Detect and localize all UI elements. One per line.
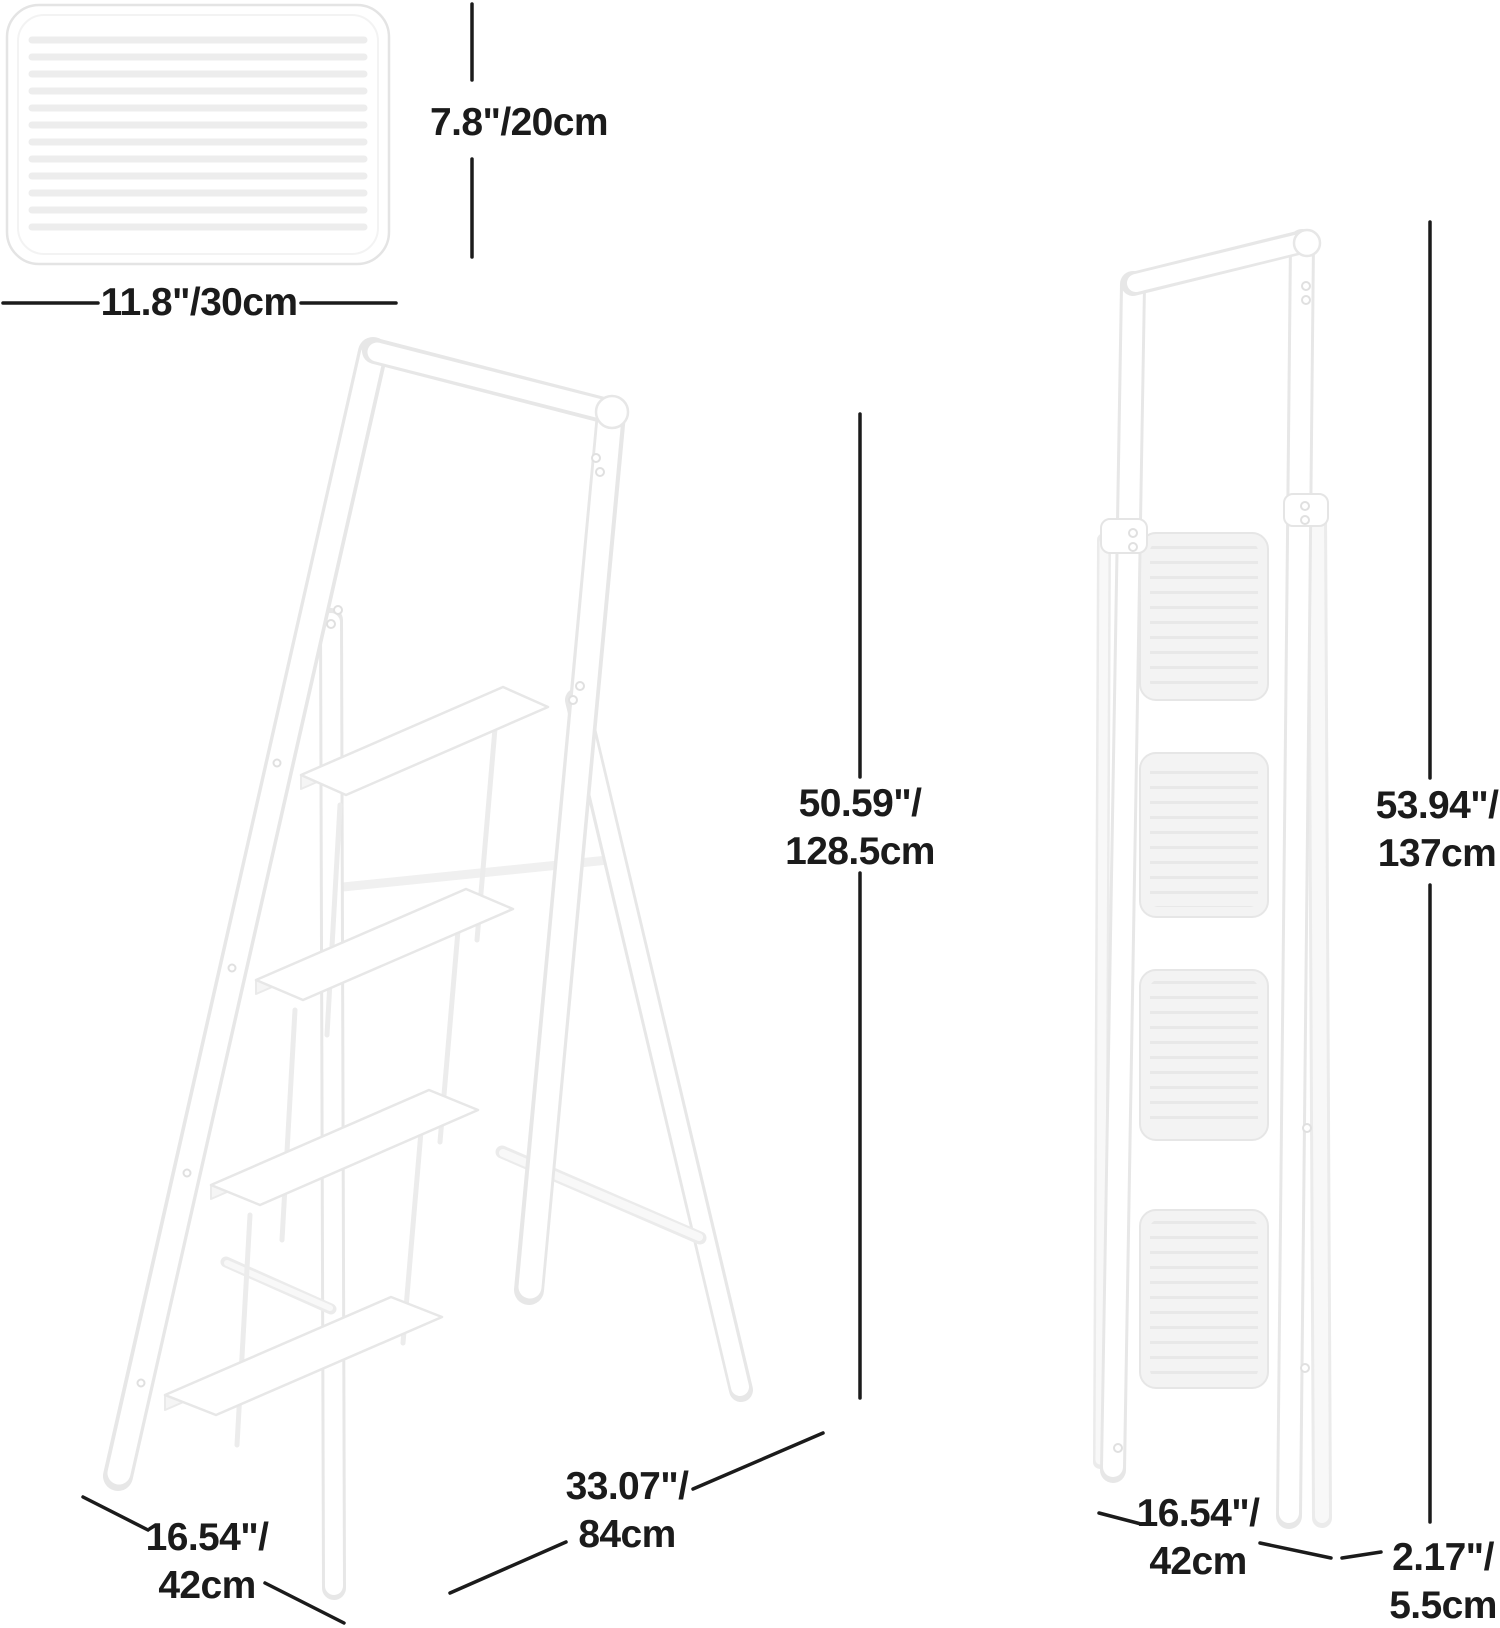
hinge-bracket-left: [1101, 519, 1147, 553]
dim-label-open-depth-line2: 84cm: [578, 1513, 676, 1556]
dim-line-open-width-upper: [83, 1497, 148, 1530]
dim-label-folded-width-line2: 42cm: [1149, 1540, 1247, 1583]
folded-ladder-illustration: [1100, 230, 1328, 1518]
dim-label-folded-height-line1: 53.94"/: [1375, 784, 1499, 827]
dim-label-folded-width-line1: 16.54"/: [1136, 1492, 1260, 1535]
folded-handrail-end-cap: [1294, 230, 1320, 256]
dim-label-open-height-line1: 50.59"/: [798, 782, 922, 825]
open-ladder-illustration: [118, 351, 741, 1588]
folded-steps: [1140, 533, 1268, 1388]
dim-label-tread-depth: [430, 99, 608, 147]
dim-label-open-depth-line1: 33.07"/: [565, 1465, 689, 1508]
dim-label-open-height-line2: 128.5cm: [785, 830, 935, 873]
dim-label-folded-depth-line1: 2.17"/: [1392, 1536, 1494, 1579]
dim-label-folded-height-line2: 137cm: [1377, 832, 1497, 875]
dim-label-folded-width: [1137, 1490, 1260, 1586]
dim-line-folded-depth: [1342, 1552, 1381, 1558]
dim-label-open-width: [146, 1514, 269, 1610]
dim-label-open-width-line1: 16.54"/: [145, 1516, 269, 1559]
handrail-end-cap: [596, 396, 628, 428]
dim-label-folded-depth-line2: 5.5cm: [1389, 1584, 1497, 1627]
dim-label-tread-depth-text: 7.8"/20cm: [430, 101, 608, 144]
dim-label-tread-width-text: 11.8"/30cm: [100, 281, 298, 324]
tread-top-view-illustration: [7, 5, 389, 264]
dim-label-folded-height: [1376, 782, 1499, 878]
dim-line-open-depth-upper: [693, 1433, 823, 1489]
dim-label-open-depth: [566, 1463, 689, 1559]
dim-line-folded-width-right: [1260, 1543, 1331, 1558]
dim-line-folded-width-left: [1099, 1513, 1141, 1524]
dim-label-tread-width: [101, 279, 298, 327]
dim-line-open-depth-lower: [450, 1542, 566, 1593]
dim-label-open-width-line2: 42cm: [158, 1564, 256, 1607]
dim-label-open-height: [785, 780, 935, 876]
dim-label-folded-depth: [1389, 1534, 1497, 1628]
